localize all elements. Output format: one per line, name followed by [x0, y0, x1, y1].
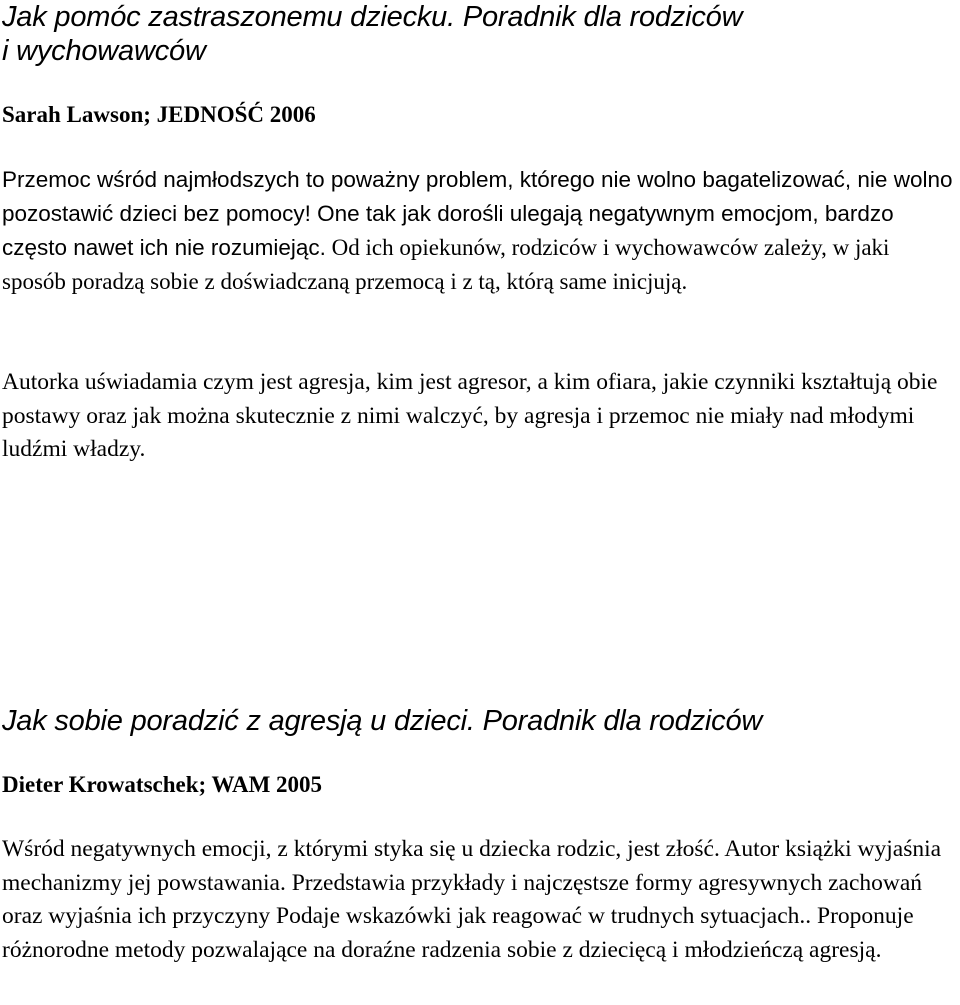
book-title: Jak sobie poradzić z agresją u dzieci. Poradnik dla rodziców [2, 705, 763, 737]
description-text: Od ich opiekunów, rodziców i wychowawców zależy, w jaki sposób poradzą sobie z doświadczaną przemocą i z tą, którą same inicjują. [2, 235, 890, 294]
book-title-line: i wychowawców [2, 35, 206, 67]
book-description: Wśród negatywnych emocji, z którymi styka się u dziecka rodzic, jest złość. Autor książki wyjaśnia mechanizmy jej powstawania. Przedstawia przykłady i najczęstsze formy agresywnych zachowań oraz wyjaśnia ich przyczyny Podaje wskazówki jak reagować w trudnych sytuacjach.. Proponuje różnorodne metody pozwalające na doraźne radzenia sobie z dziecięcą i młodzieńczą agresją. [2, 836, 942, 963]
book-description [2, 163, 956, 299]
book-description-block [2, 366, 956, 467]
book-title-line: Jak pomóc zastraszonemu dziecku. Poradnik dla rodziców [2, 1, 743, 33]
book-author: Dieter Krowatschek; WAM 2005 [2, 772, 323, 797]
book-entry-1 [2, 0, 956, 68]
book-title [2, 0, 956, 68]
book-author-block [2, 101, 956, 129]
book-description-block [2, 163, 956, 299]
book-author-block [2, 771, 956, 799]
book-author: Sarah Lawson; JEDNOŚĆ 2006 [2, 102, 316, 127]
description-text: Przemoc wśród najmłodszych to poważny problem, którego nie wolno bagatelizować, nie wolno pozostawić dzieci bez pomocy! One tak jak dorośli ulegają negatywnym emocjom, bardzo często nawet ich nie rozumiejąc. [2, 167, 953, 260]
book-entry-2 [2, 704, 956, 738]
book-description: Autorka uświadamia czym jest agresja, kim jest agresor, a kim ofiara, jakie czynniki kształtują obie postawy oraz jak można skutecznie z nimi walczyć, by agresja i przemoc nie miały nad młodymi ludźmi władzy. [2, 369, 938, 462]
book-description-block [2, 833, 956, 967]
